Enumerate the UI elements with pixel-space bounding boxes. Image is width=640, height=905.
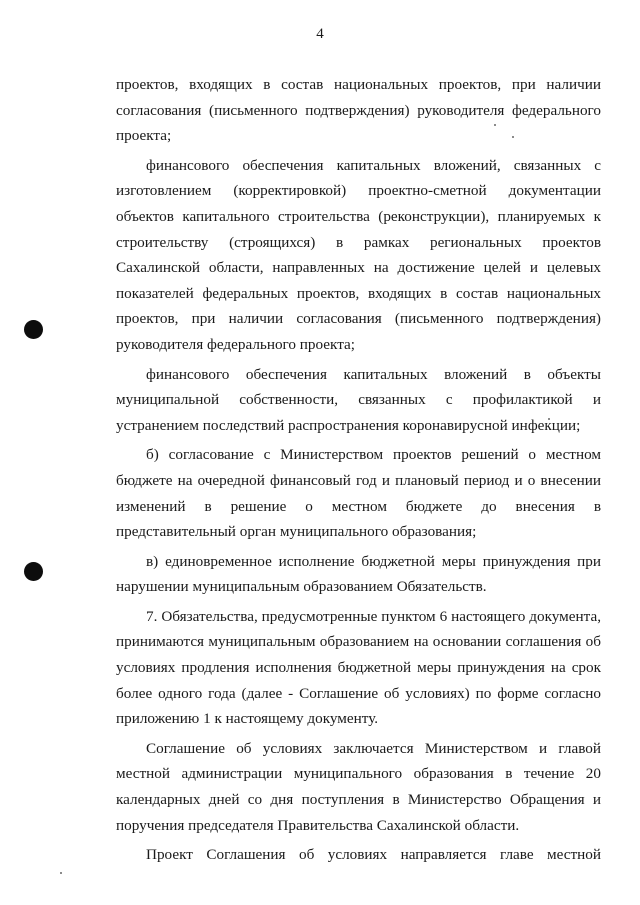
punch-hole-top	[24, 320, 43, 339]
paragraph: в) единовременное исполнение бюджетной меры принуждения при нарушении муниципальным образованием Обязательств.	[116, 552, 601, 596]
paragraph: Соглашение об условиях заключается Министерством и главой местной администрации муниципального образования в течение 20 календарных дней со дня поступления в Министерство Обращения и поручения председателя Правительства Сахалинской области.	[116, 739, 601, 834]
document-body	[116, 72, 601, 868]
punch-hole-bottom	[24, 562, 43, 581]
paragraph: финансового обеспечения капитальных вложений, связанных с изготовлением (корректировкой) проектно-сметной документации объектов капитального строительства (реконструкции), планируемых к строительству (строящихся) в рамках региональных проектов Сахалинской области, направленных на достижение целей и целевых показателей федеральных проектов, входящих в состав национальных проектов, при наличии согласования (письменного подтверждения) руководителя федерального проекта;	[116, 156, 601, 353]
paragraph: проектов, входящих в состав национальных проектов, при наличии согласования (письменного подтверждения) руководителя федерального проекта;	[116, 76, 601, 145]
paragraph: 7. Обязательства, предусмотренные пунктом 6 настоящего документа, принимаются муниципальным образованием на основании соглашения об условиях продления исполнения бюджетной меры принуждения на срок более одного года (далее - Соглашение об условиях) по форме согласно приложению 1 к настоящему документу.	[116, 607, 601, 728]
scan-speck	[60, 872, 62, 874]
page-number: 4	[316, 26, 324, 42]
paragraph: Проект Соглашения об условиях направляется главе местной	[146, 846, 601, 864]
paragraph: б) согласование с Министерством проектов решений о местном бюджете на очередной финансовый год и плановый период и о внесении изменений в решение о местном бюджете до внесения в представительный орган муниципального образования;	[116, 446, 601, 541]
paragraph: финансового обеспечения капитальных вложений в объекты муниципальной собственности, связанных с профилактикой и устранением последствий распространения коронавирусной инфекции;	[116, 365, 601, 434]
